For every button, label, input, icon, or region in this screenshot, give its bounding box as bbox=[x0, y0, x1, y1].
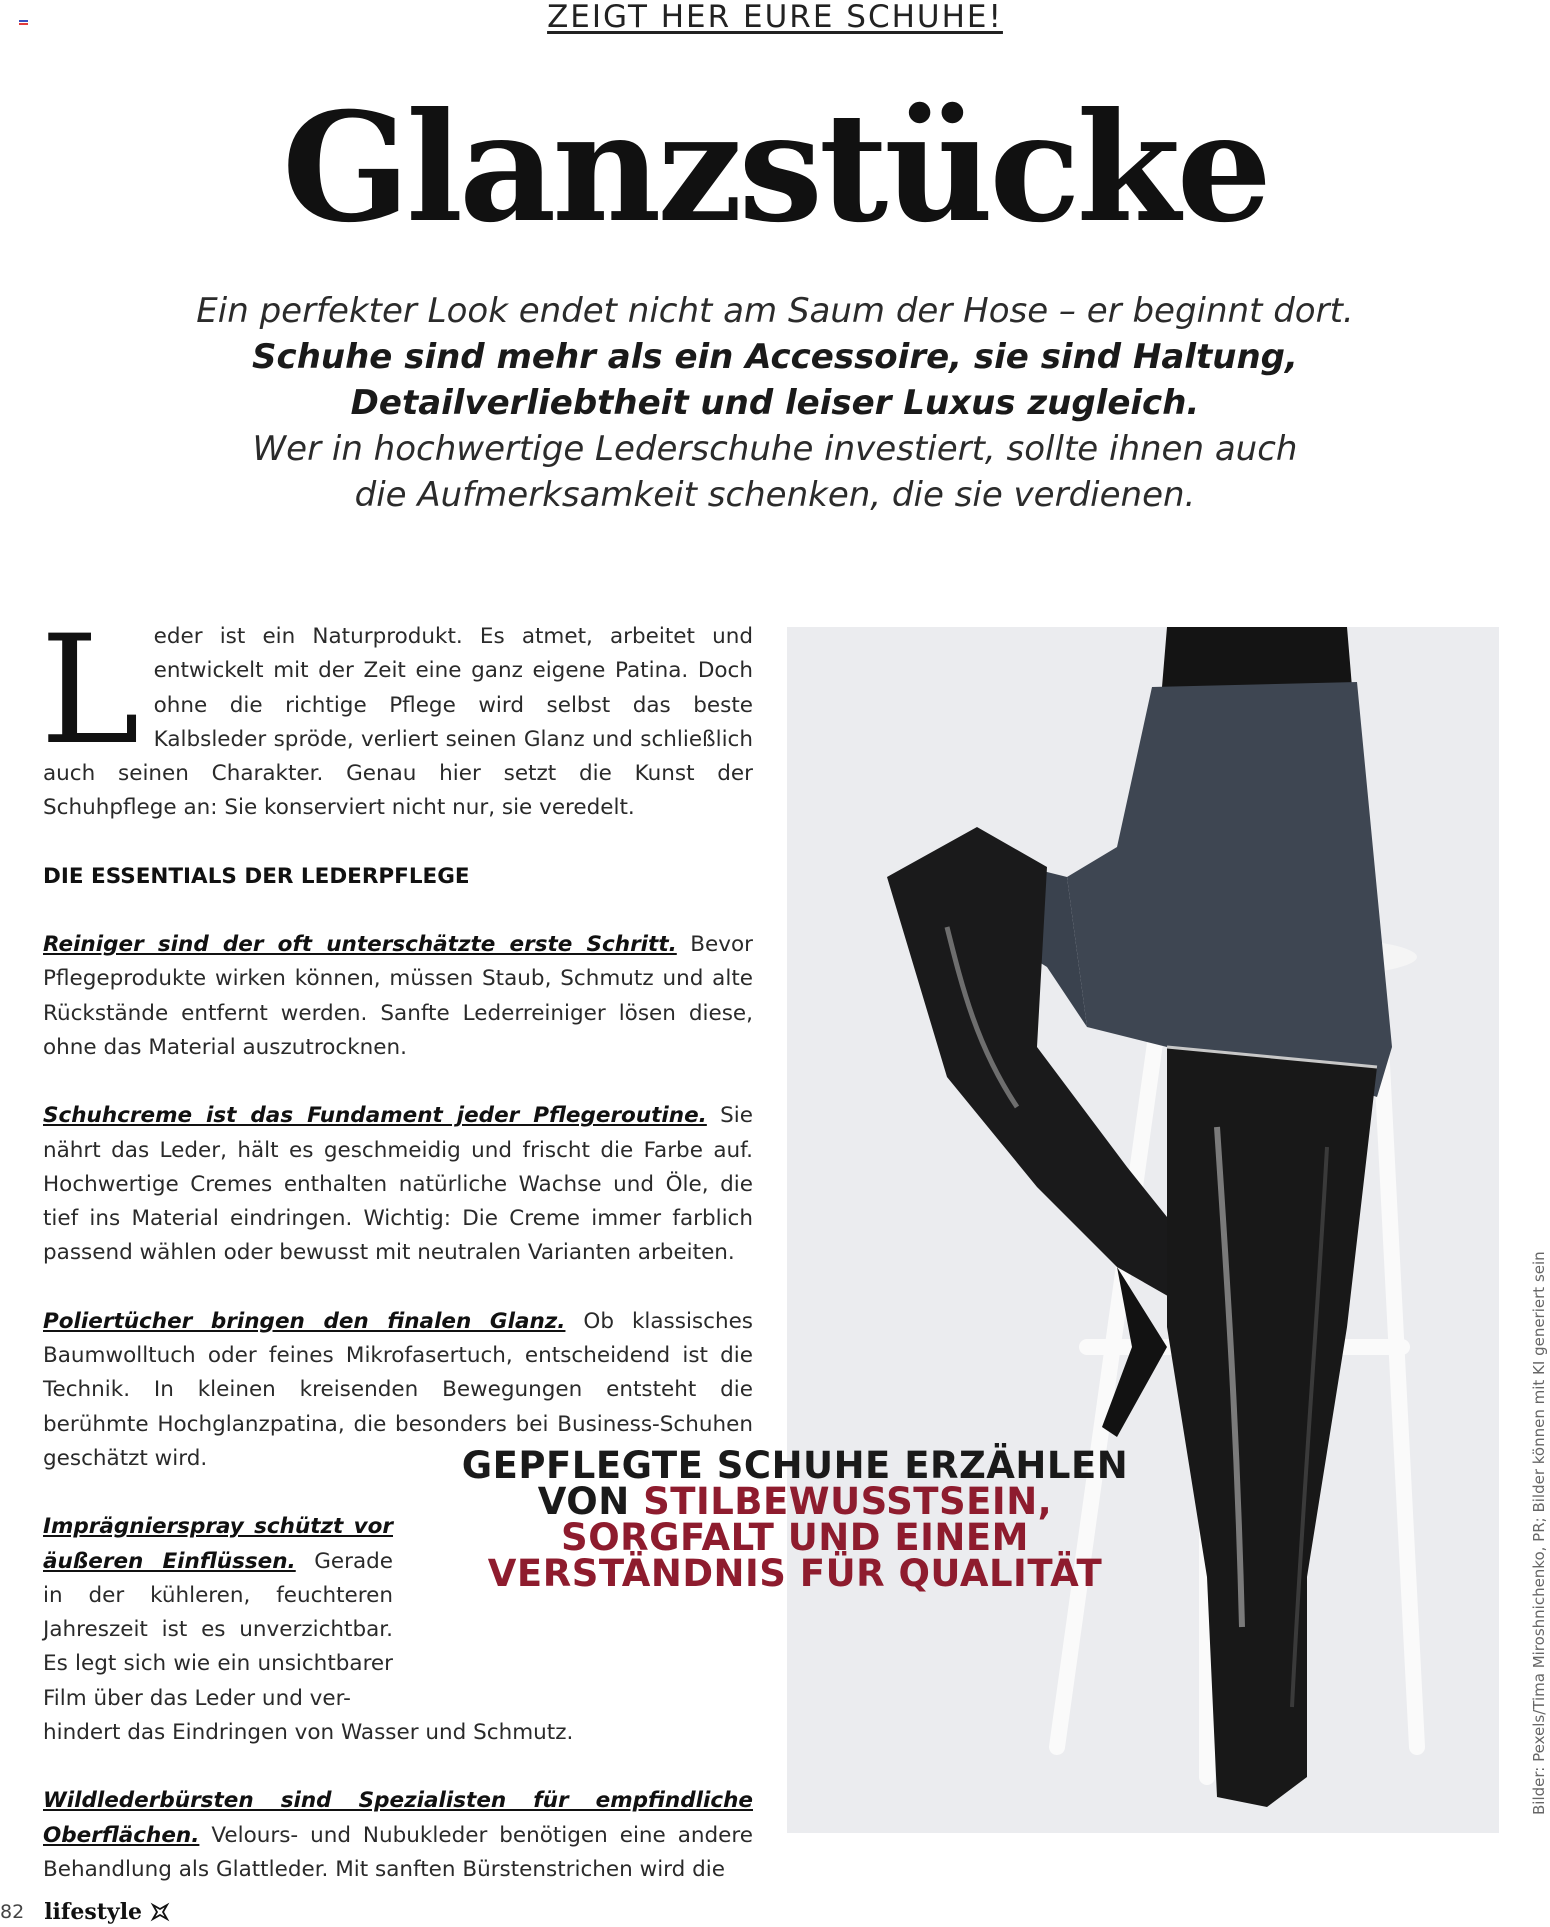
pull-quote-line-2: VON STILBEWUSSTSEIN, bbox=[537, 1480, 1053, 1523]
photo-credit: Bilder: Pexels/Tima Miroshnichenko, PR; Bilder können mit KI generiert sein bbox=[1530, 1251, 1548, 1815]
intro bbox=[100, 288, 1450, 518]
pull-quote bbox=[420, 1444, 1170, 1595]
pull-quote-line-1: GEPFLEGTE SCHUHE ERZÄHLEN bbox=[461, 1444, 1129, 1487]
pull-quote-line-4: VERSTÄNDNIS FÜR QUALITÄT bbox=[487, 1552, 1103, 1595]
intro-paragraph: Leder ist ein Naturprodukt. Es atmet, arbeitet und entwickelt mit der Zeit eine ganz eigene Patina. Doch ohne die richtige Pflege wird selbst das beste Kalbsleder spröde, verliert seinen Glanz und schließlich auch seinen Charakter. Genau hier setzt die Kunst der Schuhpflege an: Sie konserviert nicht nur, sie veredelt. bbox=[40, 604, 753, 821]
intro-bold-2: Detailverliebtheit und leiser Luxus zugleich. bbox=[350, 383, 1200, 423]
essential-cloth: Poliertücher bringen den finalen Glanz. Ob klassisches Baumwolltuch oder feines Mikrofasertuch, entscheidend ist die Technik. In kleinen kreisenden Bewegungen entsteht die berühmte Hochglanzpatina, die besonders bei Business-Schuhen geschätzt wird. bbox=[43, 1308, 753, 1471]
intro-bold-1: Schuhe sind mehr als ein Accessoire, sie sind Haltung, bbox=[252, 337, 1298, 377]
intro-line-2: Wer in hochwertige Lederschuhe investiert, sollte ihnen auch bbox=[252, 429, 1298, 469]
essential-brush: Wildlederbürsten sind Spezialisten für empfindliche Oberflächen. Velours- und Nubukleder benötigen eine andere Behandlung als Glattleder. Mit sanften Bürstenstrichen wird die bbox=[43, 1788, 753, 1882]
section-brand: lifestyle bbox=[44, 1899, 143, 1925]
brand-mark-icon bbox=[150, 1902, 170, 1922]
section-heading: DIE ESSENTIALS DER LEDERPFLEGE bbox=[43, 863, 470, 889]
page-number: 82 bbox=[0, 1901, 25, 1923]
footer bbox=[0, 1898, 170, 1926]
kicker: ZEIGT HER EURE SCHUHE! bbox=[547, 0, 1003, 35]
pull-quote-line-3: SORGFALT UND EINEM bbox=[561, 1516, 1029, 1559]
intro-line-1: Ein perfekter Look endet nicht am Saum der Hose – er beginnt dort. bbox=[196, 291, 1354, 331]
drop-cap: L bbox=[40, 604, 140, 778]
essential-spray: Imprägnierspray schützt vor äußeren Einflüssen. Gerade in der kühleren, feuchteren Jahreszeit ist es unverzichtbar. Es legt sich wie ein unsichtbarer Film über das Leder und ver- bbox=[43, 1514, 393, 1711]
page-title: Glanzstücke bbox=[281, 80, 1268, 256]
article-body bbox=[40, 604, 754, 1921]
essential-spray-cont: hindert das Eindringen von Wasser und Schmutz. bbox=[43, 1720, 574, 1746]
essential-cream: Schuhcreme ist das Fundament jeder Pflegeroutine. Sie nährt das Leder, hält es geschmeidig und frischt die Farbe auf. Hochwertige Cremes enthalten natürliche Wachse und Öle, die tief ins Material eindringen. Wichtig: Die Creme immer farblich passend wählen oder bewusst mit neutralen Varianten arbeiten. bbox=[43, 1103, 753, 1266]
intro-line-3: die Aufmerksamkeit schenken, die sie verdienen. bbox=[354, 475, 1196, 515]
essential-cleaner: Reiniger sind der oft unterschätzte erste Schritt. Bevor Pflegeprodukte wirken können, müssen Staub, Schmutz und alte Rückstände entfernt werden. Sanfte Lederreiniger lösen diese, ohne das Material auszutrocknen. bbox=[43, 932, 754, 1060]
boots-photo bbox=[787, 627, 1499, 1833]
